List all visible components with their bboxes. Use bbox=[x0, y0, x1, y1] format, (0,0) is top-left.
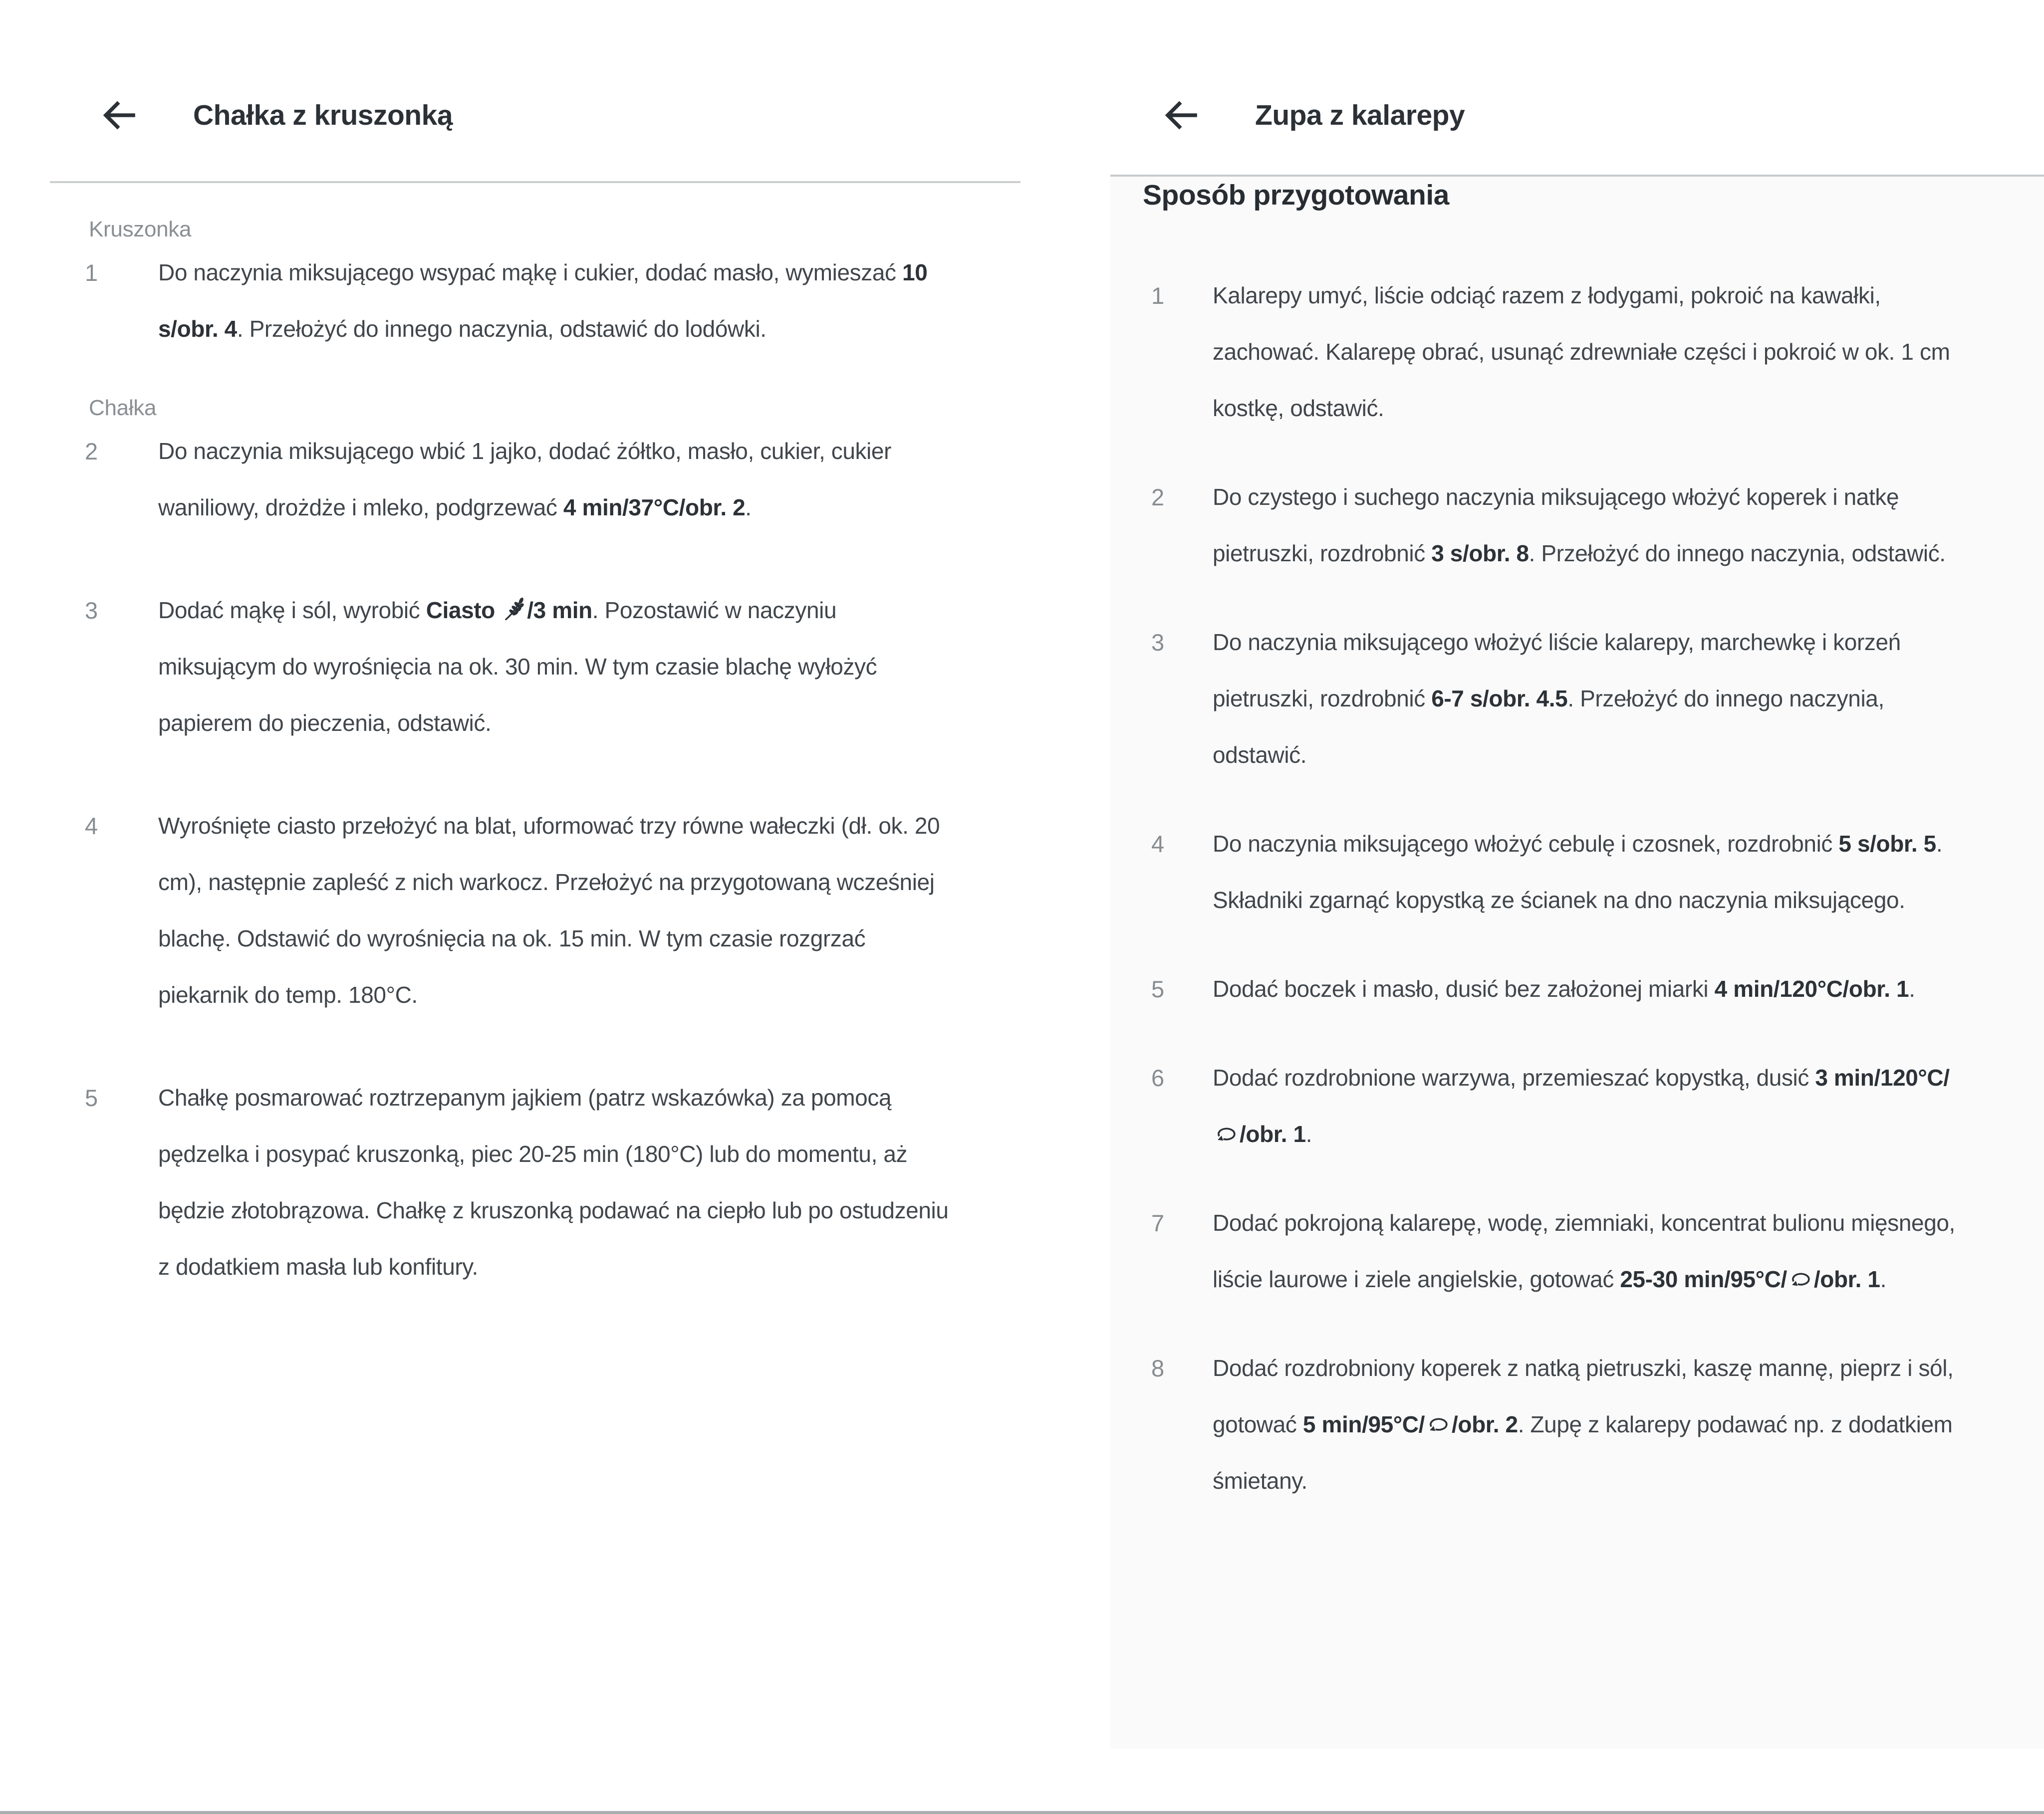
step-text-segment: Do naczynia miksującego włożyć cebulę i czosnek, rozdrobnić bbox=[1213, 831, 1839, 857]
step-row bbox=[85, 582, 953, 751]
step-row bbox=[1143, 267, 1961, 437]
step-text bbox=[158, 244, 953, 357]
step-text-bold: 5 min/95°C/ bbox=[1302, 1411, 1425, 1437]
step-text-segment: . Składniki zgarnąć kopystką ze ścianek na dno naczynia miksującego. bbox=[1213, 831, 1943, 913]
step-number: 3 bbox=[85, 597, 98, 624]
step-row bbox=[85, 423, 953, 536]
step-text-segment: . bbox=[1305, 1121, 1312, 1147]
step-text-segment: Do naczynia miksującego wsypać mąkę i cukier, dodać masło, wymieszać bbox=[158, 259, 903, 285]
step-number: 7 bbox=[1151, 1210, 1165, 1236]
step-row bbox=[1143, 614, 1961, 783]
step-row bbox=[1143, 1340, 1961, 1509]
step-text-bold: /obr. 1 bbox=[1240, 1121, 1306, 1147]
step-text-bold: Ciasto bbox=[426, 597, 502, 623]
header-divider bbox=[50, 181, 1021, 183]
step-number: 4 bbox=[85, 813, 98, 839]
step-text-bold: /3 min bbox=[527, 597, 592, 623]
step-number: 6 bbox=[1151, 1065, 1165, 1091]
step-number: 2 bbox=[1151, 484, 1165, 510]
step-text-segment: . bbox=[745, 494, 752, 520]
recipe-section bbox=[85, 393, 953, 1295]
step-text bbox=[1213, 816, 1961, 928]
dough-mode-icon bbox=[501, 595, 527, 623]
step-text bbox=[1213, 267, 1961, 437]
step-text-segment: Do naczynia miksującego włożyć liście kalarepy, marchewkę i korzeń pietruszki, rozdrobnić bbox=[1213, 629, 1901, 711]
step-row bbox=[1143, 961, 1961, 1017]
step-text-segment: Dodać boczek i masło, dusić bez założonej miarki bbox=[1213, 976, 1715, 1002]
step-text-bold: /obr. 1 bbox=[1813, 1266, 1880, 1292]
step-text-bold: 4 min/37°C/obr. 2 bbox=[563, 494, 746, 520]
step-text-bold: 5 s/obr. 5 bbox=[1838, 831, 1936, 857]
step-text-segment: Do czystego i suchego naczynia miksującego włożyć koperek i natkę pietruszki, rozdrobnić bbox=[1213, 484, 1899, 566]
step-text bbox=[158, 1070, 953, 1295]
step-text bbox=[1213, 469, 1961, 582]
reverse-rotation-icon bbox=[1425, 1412, 1452, 1436]
steps-list-left bbox=[85, 215, 953, 1295]
step-text-segment: . Przełożyć do innego naczynia, odstawić do lodówki. bbox=[237, 316, 766, 342]
steps-list-right bbox=[1143, 212, 1961, 1509]
reverse-rotation-icon bbox=[1213, 1122, 1240, 1145]
step-number: 8 bbox=[1151, 1355, 1165, 1381]
step-text-segment: Do naczynia miksującego wbić 1 jajko, dodać żółtko, masło, cukier, cukier waniliowy, drożdże i mleko, podgrzewać bbox=[158, 438, 892, 520]
step-text bbox=[158, 423, 953, 536]
step-text-segment: Chałkę posmarować roztrzepanym jajkiem (patrz wskazówka) za pomocą pędzelka i posypać kruszonką, piec 20-25 min (180°C) lub do momentu, aż będzie złotobrązowa. Chałkę z kruszonką podawać na ciepło lub po ostudzeniu z dodatkiem masła lub konfitury. bbox=[158, 1085, 949, 1280]
step-number: 1 bbox=[1151, 282, 1165, 309]
step-text-segment: . bbox=[1880, 1266, 1886, 1292]
step-text bbox=[1213, 614, 1961, 783]
back-button[interactable] bbox=[1160, 94, 1203, 137]
step-row bbox=[1143, 469, 1961, 582]
window-bottom-edge bbox=[0, 1811, 2044, 1814]
back-arrow-icon bbox=[98, 94, 141, 137]
step-text-segment: . Przełożyć do innego naczynia, odstawić. bbox=[1213, 685, 1884, 768]
step-number: 2 bbox=[85, 438, 98, 464]
step-text-bold: 3 s/obr. 8 bbox=[1431, 540, 1529, 566]
step-row bbox=[1143, 816, 1961, 928]
header-divider bbox=[1110, 175, 2044, 177]
back-button[interactable] bbox=[98, 94, 141, 137]
step-text bbox=[1213, 1340, 1961, 1509]
reverse-rotation-icon bbox=[1787, 1267, 1814, 1291]
step-number: 4 bbox=[1151, 831, 1165, 857]
step-text-segment: Dodać rozdrobniony koperek z natką pietruszki, kaszę mannę, pieprz i sól, gotować bbox=[1213, 1355, 1954, 1437]
step-row bbox=[85, 244, 953, 357]
step-text-segment: . bbox=[1909, 976, 1915, 1002]
recipe-section bbox=[85, 215, 953, 357]
step-text-bold: 25-30 min/95°C/ bbox=[1620, 1266, 1787, 1292]
step-row bbox=[85, 798, 953, 1023]
step-text-segment: . Zupę z kalarepy podawać np. z dodatkiem śmietany. bbox=[1213, 1411, 1953, 1494]
step-text bbox=[1213, 1195, 1961, 1308]
page-title: Zupa z kalarepy bbox=[1255, 99, 1465, 131]
header-left bbox=[98, 94, 453, 137]
step-text-bold: 3 min/120°C/ bbox=[1815, 1065, 1950, 1091]
step-number: 5 bbox=[85, 1085, 98, 1111]
step-row bbox=[85, 1070, 953, 1295]
back-arrow-icon bbox=[1160, 94, 1203, 137]
step-text-segment: Dodać pokrojoną kalarepę, wodę, ziemniaki, koncentrat bulionu mięsnego, liście laurowe i ziele angielskie, gotować bbox=[1213, 1210, 1955, 1292]
section-heading: Sposób przygotowania bbox=[1143, 179, 1449, 211]
step-text-bold: 10 s/obr. 4 bbox=[158, 259, 928, 342]
step-row bbox=[1143, 1050, 1961, 1162]
step-text-segment: Kalarepy umyć, liście odciąć razem z łodygami, pokroić na kawałki, zachować. Kalarepę obrać, usunąć zdrewniałe części i pokroić w ok. 1 cm kostkę, odstawić. bbox=[1213, 282, 1950, 421]
step-text-bold: 6-7 s/obr. 4.5 bbox=[1431, 685, 1568, 711]
step-row bbox=[1143, 1195, 1961, 1308]
step-text-segment: Dodać mąkę i sól, wyrobić bbox=[158, 597, 426, 623]
step-text-segment: . Przełożyć do innego naczynia, odstawić. bbox=[1529, 540, 1946, 566]
step-text-segment: Dodać rozdrobnione warzywa, przemieszać kopystką, dusić bbox=[1213, 1065, 1815, 1091]
step-number: 1 bbox=[85, 259, 98, 286]
step-text-bold: 4 min/120°C/obr. 1 bbox=[1714, 976, 1909, 1002]
header-right bbox=[1160, 94, 1465, 137]
step-number: 3 bbox=[1151, 629, 1165, 656]
step-text bbox=[1213, 1050, 1961, 1162]
recipe-panel-right bbox=[1110, 0, 2044, 1814]
step-text-segment: . Pozostawić w naczyniu miksującym do wyrośnięcia na ok. 30 min. W tym czasie blachę wyłożyć papierem do pieczenia, odstawić. bbox=[158, 597, 877, 736]
step-number: 5 bbox=[1151, 976, 1165, 1002]
page-title: Chałka z kruszonką bbox=[193, 99, 453, 131]
step-text bbox=[1213, 961, 1961, 1017]
step-text bbox=[158, 582, 953, 751]
section-label: Chałka bbox=[89, 396, 157, 420]
step-text bbox=[158, 798, 953, 1023]
step-text-bold: /obr. 2 bbox=[1452, 1411, 1518, 1437]
section-label: Kruszonka bbox=[89, 217, 192, 241]
step-text-segment: Wyrośnięte ciasto przełożyć na blat, uformować trzy równe wałeczki (dł. ok. 20 cm), następnie zapleść z nich warkocz. Przełożyć na przygotowaną wcześniej blachę. Odstawić do wyrośnięcia na ok. 15 min. W tym czasie rozgrzać piekarnik do temp. 180°C. bbox=[158, 813, 940, 1008]
